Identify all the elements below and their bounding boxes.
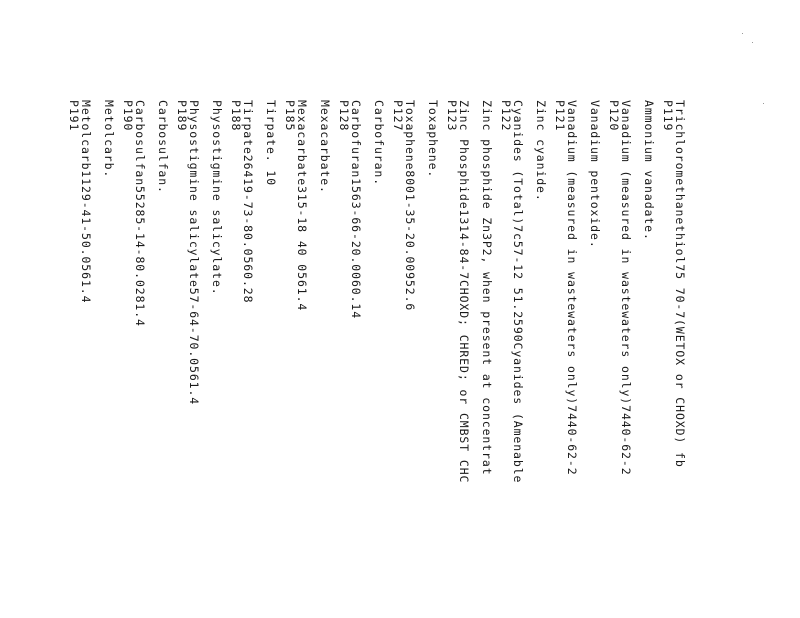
scanned-page: Trichloromethanethiol75 70-7(WETOX or CHOXD) fb P119 Ammonium vanadate. Vanadium (measured in wastewaters only)7440-62-2 P120 Vanadium pentoxide. Vanadium (measured in wastewaters only)7440-62-2 P121 Zinc cyanide. Cyanides (Total)7c57-12 51.2590Cyanides (Amenable P122 Zinc phosphide Zn3P2, when present at concentrat Zinc Phosphide1314-84-7CHOXD; CHRED; or CMBST CHC P123 Toxaphene. Toxaphene8001-35-20.00952.6 P127 Carbofuran. Carbofuran1563-66-20.0060.14 P128 Mexacarbate. Mexacarbate315-18 40 0561.4 P185 Tirpate. 10 Tirpate26419-73-80.0560.28 P188 Physostigmine salicylate. Physostigmine salicylate57-64-70.0561.4 P189 Carbosulfan. Carbosulfan55285-14-80.0281.4 P190 Metolcarb. Metolcarb1129-41-50.0561.4 P191 bbox=[0, 0, 800, 618]
scan-speck bbox=[763, 103, 764, 104]
scan-speck bbox=[742, 33, 743, 34]
scan-speck bbox=[752, 42, 753, 43]
